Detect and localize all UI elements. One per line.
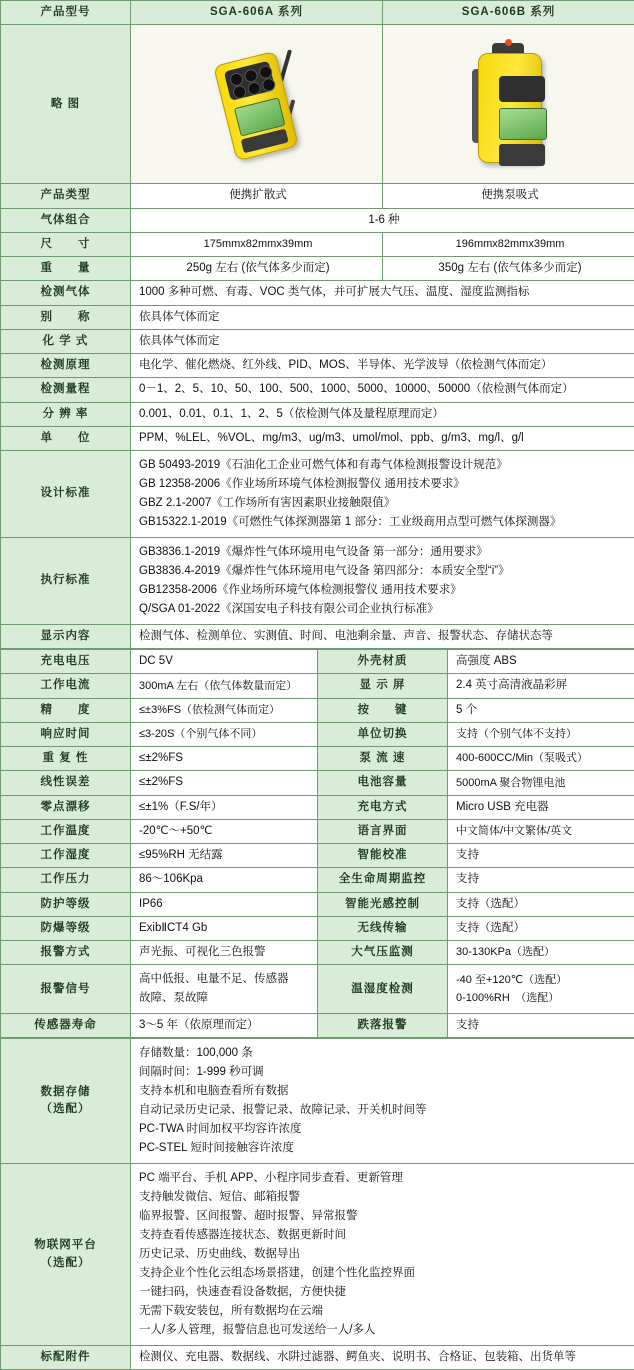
iot-line-9: 一人/多人管理，报警信息也可发送给一人/多人 [139, 1321, 629, 1340]
label-resolution: 分 辨 率 [1, 402, 131, 426]
label-formula: 化 学 式 [1, 329, 131, 353]
label-range: 检测量程 [1, 378, 131, 402]
design-standard-line-1: GB 50493-2019《石油化工企业可燃气体和有毒气体检测报警设计规范》 [139, 456, 629, 475]
label-wireless: 无线传输 [318, 916, 448, 940]
value-display-screen: 2.4 英寸高清液晶彩屏 [448, 674, 634, 698]
label-accuracy: 精 度 [1, 698, 131, 722]
table-row-data-storage [1, 1039, 634, 1164]
data-storage-line-2: 间隔时间：1-999 秒可调 [139, 1063, 629, 1082]
label-accessories: 标配附件 [1, 1345, 131, 1369]
label-zero-drift: 零点漂移 [1, 795, 131, 819]
iot-line-2: 支持触发微信、短信、邮箱报警 [139, 1188, 629, 1207]
value-pressure-monitoring: 30-130KPa（选配） [448, 941, 634, 965]
table-row-gas-combination [1, 208, 634, 232]
portable-gas-detector-b-icon [466, 39, 552, 169]
value-working-pressure: 86～106Kpa [131, 868, 318, 892]
label-working-current: 工作电流 [1, 674, 131, 698]
data-storage-line-5: PC-TWA 时间加权平均容许浓度 [139, 1120, 629, 1139]
table-row-model [1, 1, 634, 25]
table-row-weight [1, 257, 634, 281]
table-row-display-content [1, 624, 634, 648]
device-a-illustration [131, 34, 382, 174]
device-b-illustration [383, 34, 634, 174]
value-accessories: 检测仪、充电器、数据线、水阱过滤器、鳄鱼夹、说明书、合格证、包装箱、出货单等 [131, 1345, 634, 1369]
value-response-time: ≤3-20S（个别气体不同） [131, 722, 318, 746]
label-display-content: 显示内容 [1, 624, 131, 648]
table-row-formula [1, 329, 634, 353]
data-storage-line-6: PC-STEL 短时间接触容许浓度 [139, 1139, 629, 1158]
data-storage-line-1: 存储数量：100,000 条 [139, 1044, 629, 1063]
value-charge-voltage: DC 5V [131, 650, 318, 674]
label-alias: 别 称 [1, 305, 131, 329]
table-row-unit [1, 426, 634, 450]
value-data-storage [131, 1039, 634, 1164]
value-smart-calibration: 支持 [448, 844, 634, 868]
value-sensor-life: 3～5 年（依原理而定） [131, 1014, 318, 1038]
iot-label-line-2: （选配） [6, 1255, 125, 1272]
table-row-working-current [1, 674, 634, 698]
label-product-type: 产品类型 [1, 184, 131, 208]
iot-line-3: 临界报警、区间报警、超时报警、异常报警 [139, 1207, 629, 1226]
table-row-alarm-signal [1, 965, 634, 1014]
table-row-size [1, 232, 634, 256]
label-temp-humidity-detect: 温湿度检测 [318, 965, 448, 1014]
value-display-content: 检测气体、检测单位、实测值、时间、电池剩余量、声音、报警状态、存储状态等 [131, 624, 634, 648]
table-row-linearity [1, 771, 634, 795]
label-display-screen: 显 示 屏 [318, 674, 448, 698]
value-weight-b: 350g 左右 (依气体多少而定) [383, 257, 634, 281]
label-linearity: 线性误差 [1, 771, 131, 795]
value-temp-humidity-detect [448, 965, 634, 1014]
label-detect-gas: 检测气体 [1, 281, 131, 305]
iot-line-8: 无需下载安装包，所有数据均在云端 [139, 1302, 629, 1321]
table-row-charge-voltage [1, 650, 634, 674]
table-row-accessories [1, 1345, 634, 1369]
table-row-design-standard [1, 451, 634, 538]
value-weight-a: 250g 左右 (依气体多少而定) [131, 257, 383, 281]
value-alarm-method: 声光振、可视化三色报警 [131, 941, 318, 965]
design-standard-line-2: GB 12358-2006《作业场所环境气体检测报警仪 通用技术要求》 [139, 475, 629, 494]
label-smart-calibration: 智能校准 [318, 844, 448, 868]
value-shell-material: 高强度 ABS [448, 650, 634, 674]
label-response-time: 响应时间 [1, 722, 131, 746]
value-working-temperature: -20℃～+50℃ [131, 819, 318, 843]
value-explosion-level: ExibⅡCT4 Gb [131, 916, 318, 940]
value-detect-gas: 1000 多种可燃、有毒、VOC 类气体，并可扩展大气压、温度、湿度监测指标 [131, 281, 634, 305]
iot-line-4: 支持查看传感器连接状态、数据更新时间 [139, 1226, 629, 1245]
label-gas-combination: 气体组合 [1, 208, 131, 232]
model-a: SGA-606A 系列 [131, 1, 383, 25]
value-linearity: ≤±2%FS [131, 771, 318, 795]
extended-features-table [0, 1038, 634, 1370]
table-row-alarm-method [1, 941, 634, 965]
value-lifecycle-monitoring: 支持 [448, 868, 634, 892]
label-iot-platform [1, 1164, 131, 1346]
value-gas-combination: 1-6 种 [131, 208, 634, 232]
label-diagram: 略 图 [1, 25, 131, 184]
design-standard-line-3: GBZ 2.1-2007《工作场所有害因素职业接触限值》 [139, 494, 629, 513]
table-row-working-humidity [1, 844, 634, 868]
value-wireless: 支持（选配） [448, 916, 634, 940]
data-storage-label-line-1: 数据存储 [6, 1084, 125, 1101]
table-row-principle [1, 354, 634, 378]
label-shell-material: 外壳材质 [318, 650, 448, 674]
value-unit: PPM、%LEL、%VOL、mg/m3、ug/m3、umol/mol、ppb、g/m3、mg/l、g/l [131, 426, 634, 450]
label-data-storage [1, 1039, 131, 1164]
value-battery-capacity: 5000mA 聚合物锂电池 [448, 771, 634, 795]
table-row-working-temperature [1, 819, 634, 843]
label-principle: 检测原理 [1, 354, 131, 378]
value-product-type-a: 便携扩散式 [131, 184, 383, 208]
value-size-a: 175mmx82mmx39mm [131, 232, 383, 256]
portable-gas-detector-a-icon [198, 45, 316, 163]
label-exec-standard: 执行标准 [1, 537, 131, 624]
value-light-sensing: 支持（选配） [448, 892, 634, 916]
value-iot-platform [131, 1164, 634, 1346]
label-unit: 单 位 [1, 426, 131, 450]
table-row-repeatability [1, 747, 634, 771]
value-working-current: 300mA 左右（依气体数量而定） [131, 674, 318, 698]
label-model: 产品型号 [1, 1, 131, 25]
label-protection-level: 防护等级 [1, 892, 131, 916]
table-row-accuracy [1, 698, 634, 722]
table-row-range [1, 378, 634, 402]
design-standard-line-4: GB15322.1-2019《可燃性气体探测器第 1 部分：工业级商用点型可燃气体探测器》 [139, 513, 629, 532]
exec-standard-line-3: GB12358-2006《作业场所环境气体检测报警仪 通用技术要求》 [139, 581, 629, 600]
value-accuracy: ≤±3%FS（依检测气体而定） [131, 698, 318, 722]
label-size: 尺 寸 [1, 232, 131, 256]
value-repeatability: ≤±2%FS [131, 747, 318, 771]
device-b-image-cell [383, 25, 634, 184]
label-keys: 按 键 [318, 698, 448, 722]
table-row-response-time [1, 722, 634, 746]
temp-humidity-line-1: -40 至+120℃（选配） [456, 971, 629, 989]
label-drop-alarm: 跌落报警 [318, 1014, 448, 1038]
table-row-working-pressure [1, 868, 634, 892]
model-b: SGA-606B 系列 [383, 1, 634, 25]
label-design-standard: 设计标准 [1, 451, 131, 538]
value-formula: 依具体气体而定 [131, 329, 634, 353]
value-alias: 依具体气体而定 [131, 305, 634, 329]
table-row-resolution [1, 402, 634, 426]
label-pump-flow: 泵 流 速 [318, 747, 448, 771]
label-charge-voltage: 充电电压 [1, 650, 131, 674]
value-range: 0－1、2、5、10、50、100、500、1000、5000、10000、50000（依检测气体而定） [131, 378, 634, 402]
value-design-standard [131, 451, 634, 538]
value-charge-method: Micro USB 充电器 [448, 795, 634, 819]
label-alarm-signal: 报警信号 [1, 965, 131, 1014]
table-row-protection-level [1, 892, 634, 916]
data-storage-line-4: 自动记录历史记录、报警记录、故障记录、开关机时间等 [139, 1101, 629, 1120]
label-lifecycle-monitoring: 全生命周期监控 [318, 868, 448, 892]
label-weight: 重 量 [1, 257, 131, 281]
table-row-explosion-level [1, 916, 634, 940]
value-language: 中文简体/中文繁体/英文 [448, 819, 634, 843]
data-storage-label-line-2: （选配） [6, 1101, 125, 1118]
device-a-image-cell [131, 25, 383, 184]
value-exec-standard [131, 537, 634, 624]
alarm-signal-line-1: 高中低报、电量不足、传感器 [139, 970, 312, 989]
data-storage-line-3: 支持本机和电脑查看所有数据 [139, 1082, 629, 1101]
alarm-signal-line-2: 故障、泵故障 [139, 989, 312, 1008]
value-principle: 电化学、催化燃烧、红外线、PID、MOS、半导体、光学波导（依检测气体而定） [131, 354, 634, 378]
iot-line-7: 一键扫码，快速查看设备数据，方便快捷 [139, 1283, 629, 1302]
table-row-zero-drift [1, 795, 634, 819]
spec-pairs-table [0, 649, 634, 1038]
iot-line-5: 历史记录、历史曲线、数据导出 [139, 1245, 629, 1264]
label-light-sensing: 智能光感控制 [318, 892, 448, 916]
value-size-b: 196mmx82mmx39mm [383, 232, 634, 256]
label-alarm-method: 报警方式 [1, 941, 131, 965]
product-spec-table [0, 0, 634, 649]
value-pump-flow: 400-600CC/Min（泵吸式） [448, 747, 634, 771]
label-working-pressure: 工作压力 [1, 868, 131, 892]
label-pressure-monitoring: 大气压监测 [318, 941, 448, 965]
label-repeatability: 重 复 性 [1, 747, 131, 771]
label-explosion-level: 防爆等级 [1, 916, 131, 940]
exec-standard-line-1: GB3836.1-2019《爆炸性气体环境用电气设备 第一部分：通用要求》 [139, 543, 629, 562]
value-working-humidity: ≤95%RH 无结露 [131, 844, 318, 868]
exec-standard-line-4: Q/SGA 01-2022《深国安电子科技有限公司企业执行标准》 [139, 600, 629, 619]
table-row-product-type [1, 184, 634, 208]
table-row-diagram [1, 25, 634, 184]
label-charge-method: 充电方式 [318, 795, 448, 819]
label-language: 语言界面 [318, 819, 448, 843]
label-sensor-life: 传感器寿命 [1, 1014, 131, 1038]
value-unit-switch: 支持（个别气体不支持） [448, 722, 634, 746]
value-alarm-signal [131, 965, 318, 1014]
table-row-iot-platform [1, 1164, 634, 1346]
label-working-temperature: 工作温度 [1, 819, 131, 843]
value-product-type-b: 便携泵吸式 [383, 184, 634, 208]
label-working-humidity: 工作湿度 [1, 844, 131, 868]
table-row-sensor-life [1, 1014, 634, 1038]
iot-line-6: 支持企业个性化云组态场景搭建，创建个性化监控界面 [139, 1264, 629, 1283]
table-row-exec-standard [1, 537, 634, 624]
iot-label-line-1: 物联网平台 [6, 1237, 125, 1254]
exec-standard-line-2: GB3836.4-2019《爆炸性气体环境用电气设备 第四部分：本质安全型“i”》 [139, 562, 629, 581]
value-zero-drift: ≤±1%（F.S/年） [131, 795, 318, 819]
label-unit-switch: 单位切换 [318, 722, 448, 746]
temp-humidity-line-2: 0-100%RH （选配） [456, 989, 629, 1007]
value-drop-alarm: 支持 [448, 1014, 634, 1038]
value-protection-level: IP66 [131, 892, 318, 916]
value-resolution: 0.001、0.01、0.1、1、2、5（依检测气体及量程原理而定） [131, 402, 634, 426]
value-keys: 5 个 [448, 698, 634, 722]
label-battery-capacity: 电池容量 [318, 771, 448, 795]
table-row-alias [1, 305, 634, 329]
iot-line-1: PC 端平台、手机 APP、小程序同步查看、更新管理 [139, 1169, 629, 1188]
table-row-detect-gas [1, 281, 634, 305]
